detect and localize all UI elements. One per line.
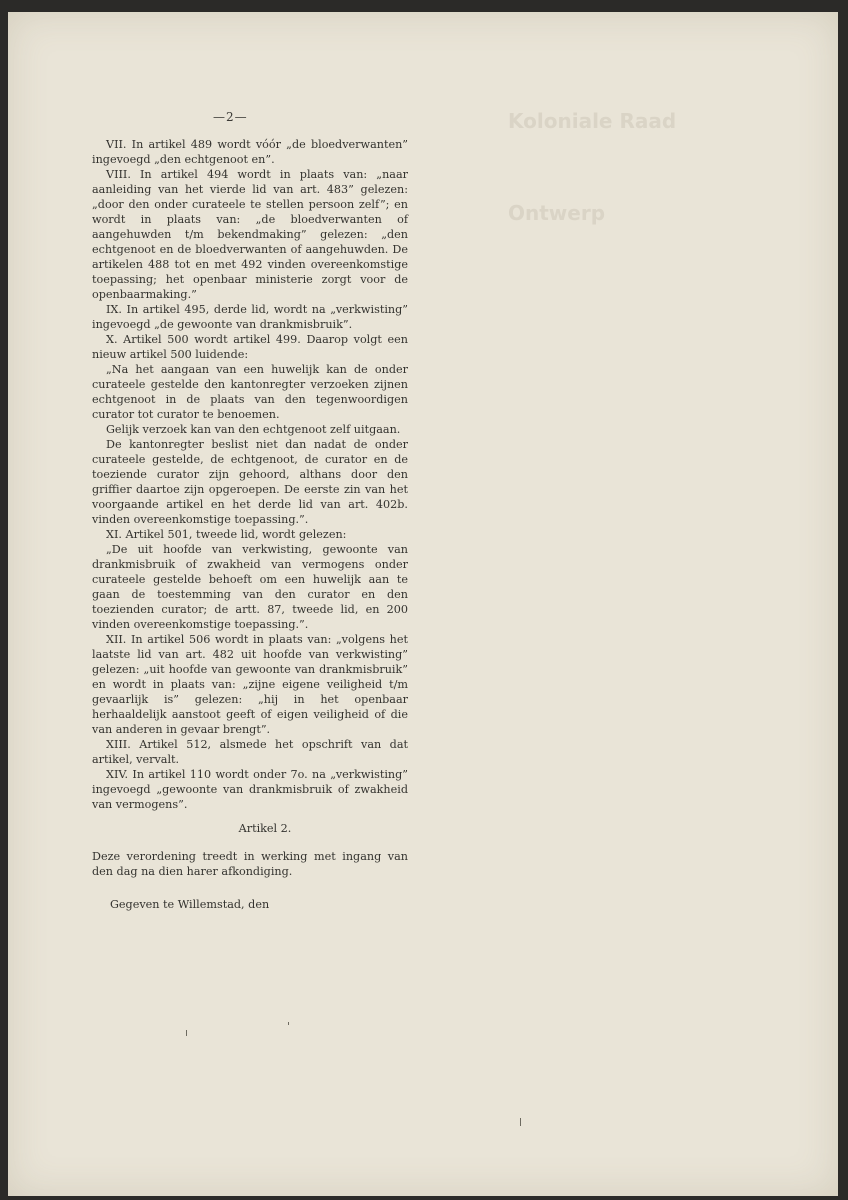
paper-speck [288, 1022, 289, 1025]
document-page [8, 12, 838, 1196]
closing-paragraph: Deze verordening treedt in werking met ingang van den dag na dien harer afkondiging. [92, 850, 408, 878]
bleed-through-stamp [508, 110, 676, 224]
signing-line: Gegeven te Willemstad, den [110, 898, 270, 911]
article-2-heading: Artikel 2. [238, 822, 292, 835]
document-body [92, 137, 408, 912]
paragraph-xiii: XIII. Artikel 512, alsmede het opschrift van dat artikel, vervalt. [92, 738, 408, 766]
paragraph-x-quote-1: „Na het aangaan van een huwelijk kan de onder curateele gestelde den kantonregter verzoeken zijnen echtgenoot in de plaats van den tegenwoordigen curator tot curator te benoemen. [92, 363, 408, 421]
page-number: —2— [213, 110, 248, 124]
paragraph-xiv: XIV. In artikel 110 wordt onder 7o. na „verkwisting” ingevoegd „gewoonte van drankmisbruik of zwakheid van vermogens”. [92, 768, 408, 811]
paragraph-viii: VIII. In artikel 494 wordt in plaats van: „naar aanleiding van het vierde lid van art. 483” gelezen: „door den onder curateele te stellen persoon zelf”; en wordt in plaats van: „de bloedverwanten of aangehuwden t/m bekendmaking” gelezen: „den echtgenoot en de bloedverwanten of aangehuwden. De artikelen 488 tot en met 492 vinden overeenkomstige toepassing; het openbaar ministerie zorgt voor de openbaarmaking.” [92, 168, 408, 301]
paragraph-x: X. Artikel 500 wordt artikel 499. Daarop volgt een nieuw artikel 500 luidende: [92, 333, 408, 361]
paragraph-xi-quote: „De uit hoofde van verkwisting, gewoonte van drankmisbruik of zwakheid van vermogens onder curateele gestelde behoeft om een huwelijk aan te gaan de toestemming van den curator en den toezienden curator; de artt. 87, tweede lid, en 200 vinden overeenkomstige toepassing.”. [92, 543, 408, 631]
bleed-through-line-2: Ontwerp [508, 201, 606, 225]
paragraph-x-quote-2: Gelijk verzoek kan van den echtgenoot zelf uitgaan. [106, 423, 401, 436]
paper-speck [186, 1030, 187, 1036]
bleed-through-line-1: Koloniale Raad [508, 109, 677, 133]
paragraph-x-quote-3: De kantonregter beslist niet dan nadat de onder curateele gestelde, de echtgenoot, de curator en de toeziende curator zijn gehoord, althans door den griffier daartoe zijn opgeroepen. De eerste zin van het voorgaande artikel en het derde lid van art. 402b. vinden overeenkomstige toepassing.”. [92, 438, 408, 526]
paper-speck [520, 1118, 521, 1126]
paragraph-xi: XI. Artikel 501, tweede lid, wordt gelezen: [106, 528, 347, 541]
paragraph-ix: IX. In artikel 495, derde lid, wordt na „verkwisting” ingevoegd „de gewoonte van drankmisbruik”. [92, 303, 408, 331]
paragraph-vii: VII. In artikel 489 wordt vóór „de bloedverwanten” ingevoegd „den echtgenoot en”. [92, 138, 408, 166]
paragraph-xii: XII. In artikel 506 wordt in plaats van: „volgens het laatste lid van art. 482 uit hoofde van verkwisting” gelezen: „uit hoofde van gewoonte van drankmisbruik” en wordt in plaats van: „zijne eigene veiligheid t/m gevaarlijk is” gelezen: „hij in het openbaar herhaaldelijk aanstoot geeft of eigen veiligheid of die van anderen in gevaar brengt”. [92, 633, 408, 736]
